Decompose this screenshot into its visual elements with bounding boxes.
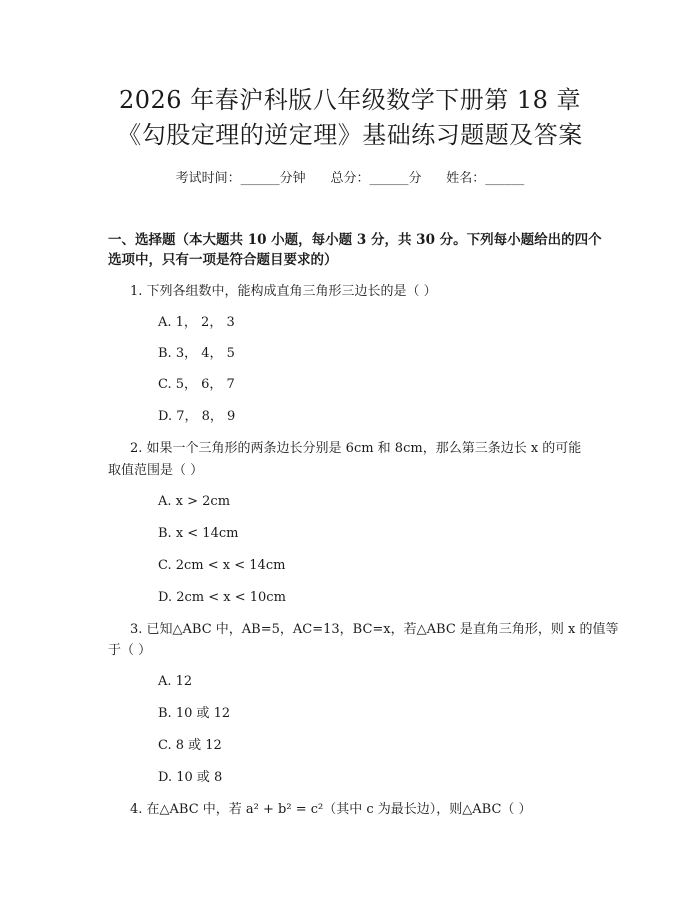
exam-score: 总分：______分 xyxy=(330,171,422,186)
section-heading xyxy=(108,230,602,270)
document-title-line1: 2026 年春沪科版八年级数学下册第 18 章 xyxy=(118,86,581,114)
question-3-option-b: B. 10 或 12 xyxy=(158,706,231,721)
section-heading-line2: 选项中，只有一项是符合题目要求的） xyxy=(108,252,338,268)
question-3-option-a: A. 12 xyxy=(158,674,193,689)
question-1-option-c: C. 5， 6， 7 xyxy=(158,377,235,392)
document-title-line2: 《勾股定理的逆定理》基础练习题题及答案 xyxy=(117,121,583,149)
question-1-stem: 1. 下列各组数中，能构成直角三角形三边长的是（ ） xyxy=(130,284,437,299)
exam-time: 考试时间：______分钟 xyxy=(175,171,306,186)
section-heading-line1: 一、选择题（本大题共 10 小题，每小题 3 分，共 30 分。下列每小题给出的四个 xyxy=(108,232,602,248)
question-4-stem: 4. 在△ABC 中，若 a² + b² = c²（其中 c 为最长边），则△ABC（ ） xyxy=(130,802,532,817)
question-1-option-a: A. 1， 2， 3 xyxy=(158,315,235,330)
question-3-stem-continued: 于（ ） xyxy=(108,643,152,658)
question-2-option-c: C. 2cm < x < 14cm xyxy=(158,558,286,573)
question-3-stem: 3. 已知△ABC 中，AB=5，AC=13，BC=x，若△ABC 是直角三角形，则 x 的值等 xyxy=(130,622,619,637)
question-3-option-c: C. 8 或 12 xyxy=(158,738,222,753)
question-3-option-d: D. 10 或 8 xyxy=(158,770,223,785)
question-2-option-a: A. x > 2cm xyxy=(158,494,231,509)
exam-info xyxy=(0,170,700,188)
question-2-option-d: D. 2cm < x < 10cm xyxy=(158,590,286,605)
question-1-option-b: B. 3， 4， 5 xyxy=(158,346,235,361)
question-2-stem: 2. 如果一个三角形的两条边长分别是 6cm 和 8cm，那么第三条边长 x 的可能 xyxy=(130,441,582,456)
question-2-option-b: B. x < 14cm xyxy=(158,526,239,541)
question-1-option-d: D. 7， 8， 9 xyxy=(158,409,236,424)
student-name: 姓名：______ xyxy=(446,171,525,186)
question-2-stem-continued: 取值范围是（ ） xyxy=(108,463,204,478)
